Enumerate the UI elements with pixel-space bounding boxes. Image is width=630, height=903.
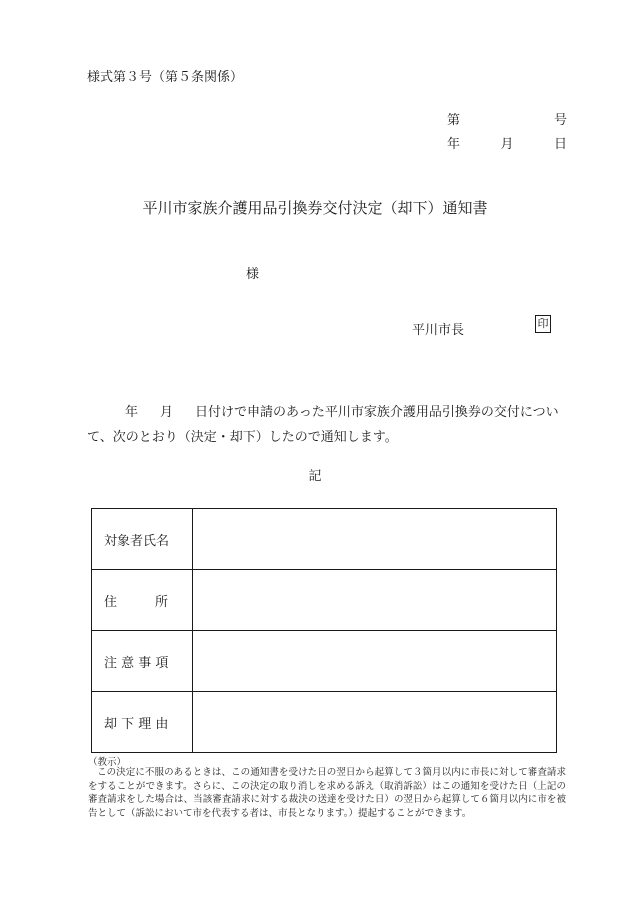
- name-field[interactable]: [193, 509, 557, 570]
- seal-stamp-icon: 印: [535, 315, 551, 333]
- detail-table: [91, 508, 557, 753]
- date-day: 日: [553, 137, 567, 152]
- document-title: 平川市家族介護用品引換券交付決定（却下）通知書: [142, 199, 488, 217]
- address-field[interactable]: [193, 570, 557, 631]
- address-label-char-2: 所: [154, 594, 168, 610]
- notes-field[interactable]: [193, 631, 557, 692]
- table-row: [92, 631, 557, 692]
- row-label-rejection-reason: 却 下 理 由: [92, 692, 193, 753]
- number-prefix: 第: [447, 113, 461, 128]
- body-month: 月: [160, 405, 174, 420]
- number-suffix: 号: [553, 113, 567, 128]
- form-number: 様式第３号（第５条関係）: [87, 70, 244, 85]
- issuer-name: 平川市長: [412, 323, 465, 338]
- table-row: [92, 570, 557, 631]
- table-row: [92, 509, 557, 570]
- notice-heading: （教示）: [88, 757, 127, 768]
- ki-heading: 記: [308, 469, 322, 484]
- body-text: 日付けで申請のあった平川市家族介護用品引換券の交付について、次のとおり（決定・却下）したので通知します。: [87, 405, 559, 445]
- table-row: [92, 692, 557, 753]
- date-month: 月: [500, 137, 514, 152]
- appeal-notice-text: この決定に不服のあるときは、この通知書を受けた日の翌日から起算して３箇月以内に市長に対して審査請求をすることができます。さらに、この決定の取り消しを求める訴え（取消訴訟）はこの通知を受けた日（上記の審査請求をした場合は、当該審査請求に対する裁決の送達を受けた日）の翌日から起算して６箇月以内に市を被告として（訴訟において市を代表する者は、市長となります。）提起することができます。: [88, 767, 566, 819]
- body-year: 年: [125, 405, 139, 420]
- row-label-notes: 注 意 事 項: [92, 631, 193, 692]
- addressee-suffix: 様: [246, 267, 260, 282]
- appeal-notice: [88, 766, 566, 820]
- row-label-address: [92, 570, 193, 631]
- address-label-char-1: 住: [104, 594, 118, 610]
- document-number-line: [447, 109, 567, 128]
- row-label-name: 対象者氏名: [92, 509, 193, 570]
- date-year: 年: [447, 137, 461, 152]
- issue-date-line: [447, 133, 567, 152]
- rejection-reason-field[interactable]: [193, 692, 557, 753]
- notice-body: [87, 400, 563, 450]
